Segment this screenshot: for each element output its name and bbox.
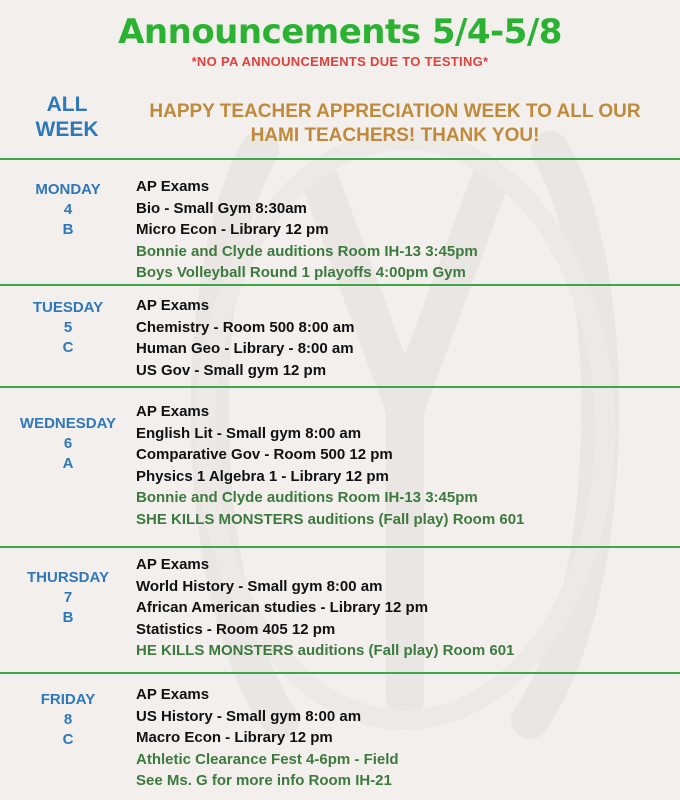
list-item: Macro Econ - Library 12 pm <box>136 729 333 746</box>
list-item: AP Exams <box>136 178 210 195</box>
list-item: Micro Econ - Library 12 pm <box>136 221 329 238</box>
list-item: Chemistry - Room 500 8:00 am <box>136 318 355 336</box>
list-item: See Ms. G for more info Room IH-21 <box>136 772 392 789</box>
list-item: World History - Small gym 8:00 am <box>136 577 383 595</box>
divider <box>0 158 680 160</box>
list-item: Human Geo - Library - 8:00 am <box>136 340 354 357</box>
event-list <box>136 176 676 284</box>
event-list <box>136 684 676 792</box>
list-item: African American studies - Library 12 pm <box>136 599 429 616</box>
list-item: AP Exams <box>136 686 210 703</box>
list-item: Comparative Gov - Room 500 12 pm <box>136 446 393 463</box>
list-item: AP Exams <box>136 403 210 420</box>
divider <box>0 546 680 548</box>
event-list <box>136 401 676 530</box>
all-week-label: ALL WEEK <box>35 93 99 141</box>
list-item: US History - Small gym 8:00 am <box>136 707 362 725</box>
list-item: English Lit - Small gym 8:00 am <box>136 424 362 442</box>
list-item: AP Exams <box>136 297 210 314</box>
list-item: AP Exams <box>136 556 210 573</box>
event-list <box>136 295 676 381</box>
list-item: Physics 1 Algebra 1 - Library 12 pm <box>136 467 389 485</box>
divider <box>0 672 680 674</box>
list-item: SHE KILLS MONSTERS auditions (Fall play) Room 601 <box>136 510 525 528</box>
list-item: Athletic Clearance Fest 4-6pm - Field <box>136 750 399 768</box>
list-item: Bonnie and Clyde auditions Room IH-13 3:45pm <box>136 489 478 506</box>
day-label: THURSDAY 7 B <box>27 569 109 626</box>
divider <box>0 386 680 388</box>
day-label: MONDAY 4 B <box>35 181 101 238</box>
list-item: US Gov - Small gym 12 pm <box>136 361 327 379</box>
all-week-message: HAPPY TEACHER APPRECIATION WEEK TO ALL OUR HAMI TEACHERS! THANK YOU! <box>149 101 641 146</box>
day-label: WEDNESDAY 6 A <box>19 415 117 472</box>
day-label: FRIDAY 8 C <box>40 691 96 748</box>
header <box>0 12 680 69</box>
day-label: TUESDAY 5 C <box>32 299 104 356</box>
page-subtitle: *NO PA ANNOUNCEMENTS DUE TO TESTING* <box>191 54 489 69</box>
list-item: Bonnie and Clyde auditions Room IH-13 3:45pm <box>136 242 478 260</box>
list-item: Bio - Small Gym 8:30am <box>136 199 307 217</box>
list-item: Statistics - Room 405 12 pm <box>136 620 336 638</box>
list-item: Boys Volleyball Round 1 playoffs 4:00pm Gym <box>136 264 466 281</box>
divider <box>0 284 680 286</box>
page-title: Announcements 5/4-5/8 <box>118 12 562 52</box>
event-list <box>136 554 676 662</box>
list-item: HE KILLS MONSTERS auditions (Fall play) Room 601 <box>136 642 515 659</box>
